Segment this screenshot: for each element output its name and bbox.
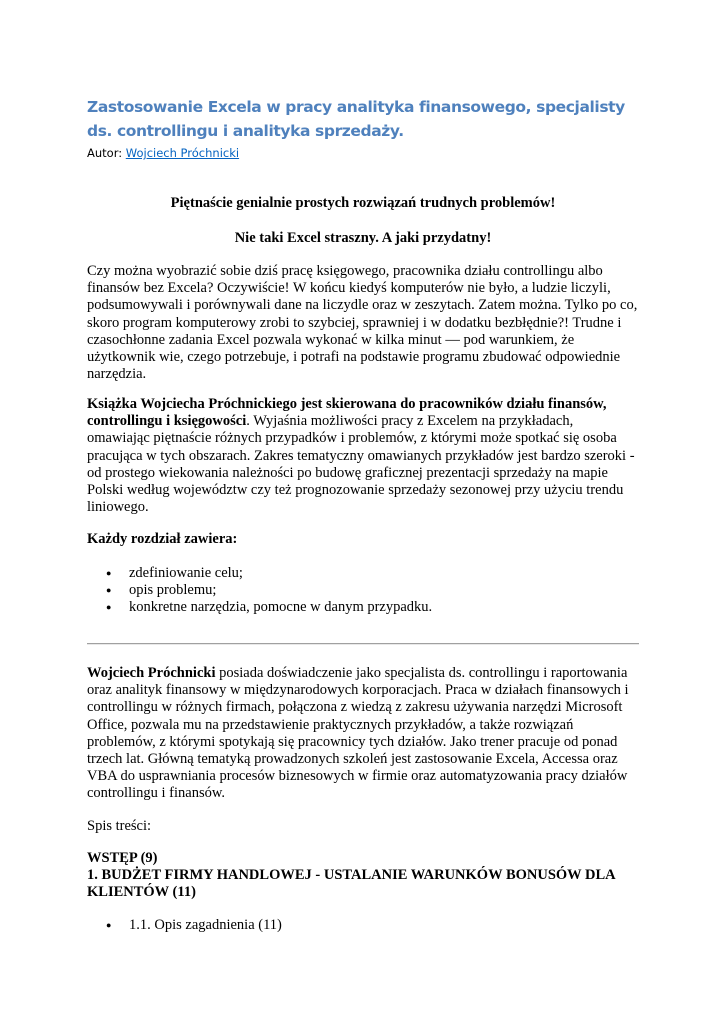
- bullet-icon: ●: [106, 920, 112, 930]
- author-link[interactable]: Wojciech Próchnicki: [125, 146, 240, 160]
- book-rest-text: . Wyjaśnia możliwości pracy z Excelem na przykładach, omawiając piętnaście różnych przypadków i problemów, z którymi może spotkać się osoba pracująca w tych obszarach. Zakres tematyczny omawianych przykładów jest bardzo szeroki - od prostego wiekowania należności po budowę graficznej prezentacji sprzedaży na mapie Polski według województw czy też prognozowanie sprzedaży sezonowej przy użyciu trendu liniowego.: [87, 413, 635, 516]
- list-item: ● opis problemu;: [106, 582, 217, 599]
- book-bold-text: Książka Wojciecha Próchnickiego jest skierowana do pracowników działu finansów, controllingu i księgowości: [87, 396, 607, 430]
- list-item: ● zdefiniowanie celu;: [106, 565, 243, 581]
- toc-list: [87, 917, 282, 934]
- author-label: Autor:: [87, 146, 123, 160]
- tagline-2: Nie taki Excel straszny. A jaki przydatny!: [234, 230, 492, 246]
- list-item: ● 1.1. Opis zagadnienia (11): [106, 917, 282, 933]
- bullet-icon: ●: [106, 568, 112, 578]
- chapter-heading: Każdy rozdział zawiera:: [87, 531, 238, 547]
- document-title: Zastosowanie Excela w pracy analityka finansowego, specjalisty ds. controllingu i analityka sprzedaży.: [87, 98, 625, 140]
- book-paragraph: [87, 396, 639, 516]
- toc-intro: WSTĘP (9): [87, 850, 158, 866]
- list-item: ● konkretne narzędzia, pomocne w danym przypadku.: [106, 599, 433, 616]
- tagline-1: Piętnaście genialnie prostych rozwiązań trudnych problemów!: [170, 195, 556, 211]
- bio-paragraph: [87, 665, 639, 803]
- toc-label: Spis treści:: [87, 818, 152, 834]
- bullet-icon: ●: [106, 585, 112, 596]
- chapter-list: [87, 565, 432, 617]
- bio-name: Wojciech Próchnicki: [87, 665, 216, 681]
- toc-chapter-1: 1. BUDŻET FIRMY HANDLOWEJ - USTALANIE WARUNKÓW BONUSÓW DLA KLIENTÓW (11): [87, 867, 615, 901]
- author-line: [87, 145, 239, 161]
- bio-text: posiada doświadczenie jako specjalista ds. controllingu i raportowania oraz analityk finansowy w międzynarodowych korporacjach. Praca w działach finansowych i controllingu w różnych firmach, połączona z wiedzą z zakresu używania narzędzi Microsoft Office, pozwala mu na przedstawienie praktycznych przykładów, a także rozwiązań problemów, z którymi spotykają się pracownicy tych działów. Jako trener pracuje od ponad trzech lat. Główną tematyką prowadzonych szkoleń jest zastosowanie Excela, Accessa oraz VBA do usprawniania procesów biznesowych w firmie oraz automatyzowania pracy działów controllingu i finansów.: [87, 665, 629, 802]
- bullet-icon: ●: [106, 602, 112, 613]
- horizontal-divider: [87, 643, 639, 645]
- intro-paragraph: Czy można wyobrazić sobie dziś pracę księgowego, pracownika działu controllingu albo finansów bez Excela? Oczywiście! W końcu kiedyś komputerów nie było, a ludzie liczyli, podsumowywali i porównywali dane na liczydle oraz w zeszytach. Zatem można. Tylko po co, skoro program komputerowy zrobi to szybciej, sprawniej i w dodatku bezbłędnie?! Trudne i czasochłonne zadania Excel pozwala wykonać w kilka minut — pod warunkiem, że użytkownik wie, czego potrzebuje, i potrafi na podstawie programu zbudować odpowiednie narzędzia.: [87, 263, 638, 383]
